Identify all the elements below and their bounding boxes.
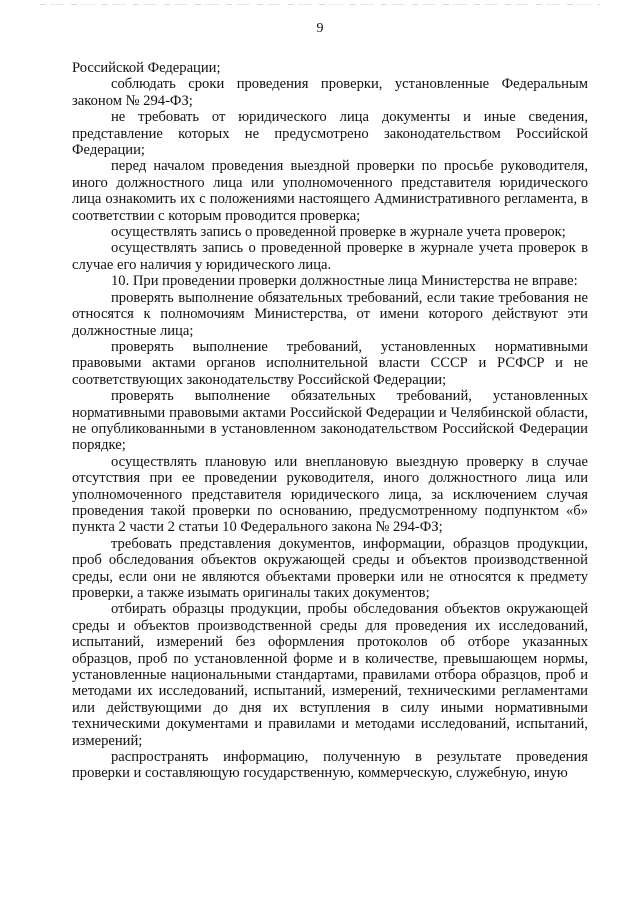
paragraph: требовать представления документов, информации, образцов продукции, проб обследования объектов окружающей среды и объектов производственной среды, если они не являются объектами проверки или не относятся к предмету проверки, а также изымать оригиналы таких документов; — [72, 535, 588, 601]
paragraph: проверять выполнение обязательных требований, если такие требования не относятся к полномочиям Министерства, от имени которого действуют эти должностные лица; — [72, 289, 588, 339]
paragraph: перед началом проведения выездной проверки по просьбе руководителя, иного должностного лица или уполномоченного представителя юридического лица ознакомить их с положениями настоящего Административного регламента, в соответствии с которым проводится проверка; — [72, 158, 588, 224]
paragraph: Российской Федерации; — [72, 60, 221, 76]
page-number: 9 — [316, 21, 324, 36]
document-body — [72, 60, 588, 782]
paragraph: осуществлять плановую или внеплановую выездную проверку в случае отсутствия при ее проведении руководителя, иного должностного лица или уполномоченного представителя юридического лица, за исключением случая проведения такой проверки по основанию, предусмотренному подпунктом «б» пункта 2 части 2 статьи 10 Федерального закона № 294-ФЗ; — [72, 453, 588, 536]
paragraph: проверять выполнение требований, установленных нормативными правовыми актами органов исполнительной власти СССР и РСФСР и не соответствующих законодательству Российской Федерации; — [72, 338, 588, 388]
paragraph: осуществлять запись о проведенной проверке в журнале учета проверок в случае его наличия у юридического лица. — [72, 240, 588, 273]
paragraph: отбирать образцы продукции, пробы обследования объектов окружающей среды и объектов производственной среды для проведения их исследований, испытаний, измерений без оформления протоколов об отборе указанных образцов, проб по установленной форме и в количестве, превышающем нормы, установленные национальными стандартами, правилами отбора образцов, проб и методами их исследований, испытаний, измерений, техническими регламентами или действующими до дня их вступления в силу иными нормативными техническими документами и правилами и методами исследований, испытаний, измерений; — [72, 601, 588, 749]
section-10-heading-paragraph: 10. При проведении проверки должностные лица Министерства не вправе: — [111, 273, 578, 290]
paragraph: проверять выполнение обязательных требований, установленных нормативными правовыми актами Российской Федерации и Челябинской области, не опубликованными в установленном законодательством Российской Федерации порядке; — [72, 388, 588, 454]
paragraph: не требовать от юридического лица документы и иные сведения, представление которых не предусмотрено законодательством Российской Федерации; — [72, 109, 588, 159]
paragraph: соблюдать сроки проведения проверки, установленные Федеральным законом № 294-ФЗ; — [72, 76, 588, 109]
paragraph: осуществлять запись о проведенной проверке в журнале учета проверок; — [111, 224, 566, 241]
scan-artifact-line — [40, 4, 600, 5]
paragraph: распространять информацию, полученную в результате проведения проверки и составляющую государственную, коммерческую, служебную, иную — [72, 749, 588, 782]
